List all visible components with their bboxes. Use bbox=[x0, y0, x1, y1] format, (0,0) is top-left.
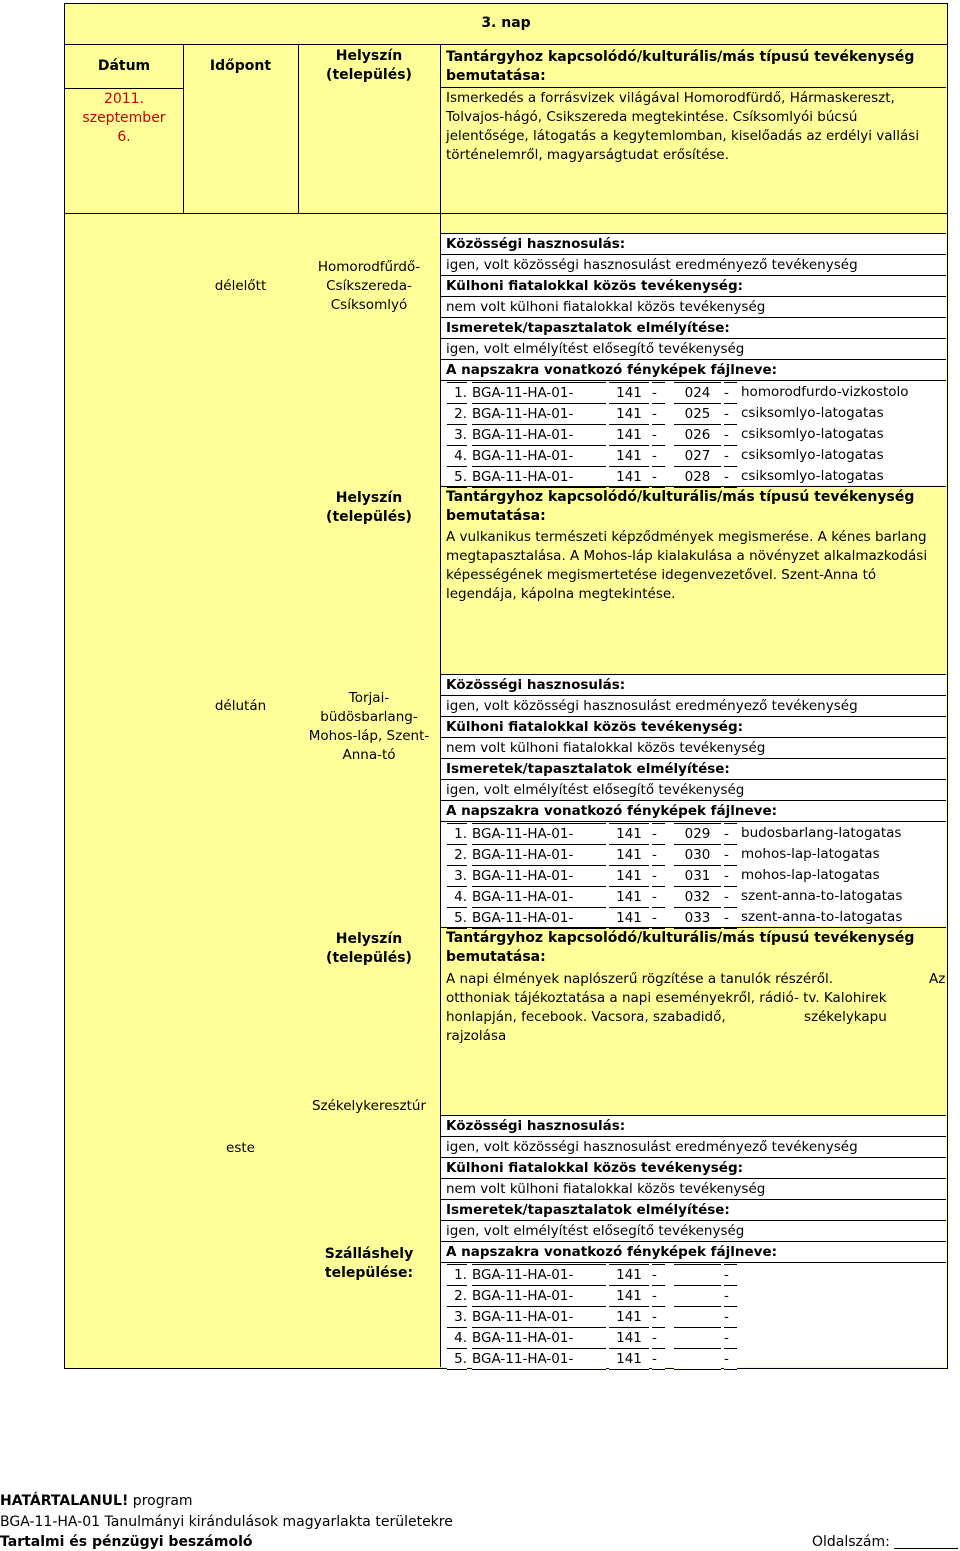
photo-filename: csiksomlyo-latogatas bbox=[741, 468, 884, 484]
intro-text: Ismerkedés a forrásvizek világával Homorodfürdő, Hármaskereszt, Tolvajos-hágó, Csikszereda megtekintése. Csíksomlyói búcsú jelentősége, látogatás a kegytemlomban, kiselőadás az erdélyi vallási történelemről, magyarságtudat erősítése. bbox=[446, 90, 920, 163]
photo-dash: - bbox=[652, 445, 665, 467]
photo-dash: - bbox=[652, 886, 665, 908]
photo-code: BGA-11-HA-01- bbox=[472, 1285, 606, 1307]
photo-number: 030 bbox=[674, 844, 721, 866]
ismeretek-value: igen, volt elmélyítést elősegítő tevékenység bbox=[446, 782, 745, 798]
photo-dash: - bbox=[724, 865, 737, 887]
kulhoni-label: Külhoni fiatalokkal közös tevékenység: bbox=[446, 278, 744, 294]
photo-dash: - bbox=[724, 1285, 737, 1307]
photo-number bbox=[674, 1348, 721, 1370]
photo-code: BGA-11-HA-01- bbox=[472, 1264, 606, 1286]
photo-number: 025 bbox=[674, 403, 721, 425]
header-tevekenyseg: Tantárgyhoz kapcsolódó/kulturális/más típusú tevékenység bemutatása: bbox=[446, 49, 915, 84]
photo-number bbox=[674, 1327, 721, 1349]
photo-group: 141 bbox=[609, 1264, 649, 1286]
photo-code: BGA-11-HA-01- bbox=[472, 466, 606, 488]
photo-dash: - bbox=[652, 382, 665, 404]
photo-index: 1. bbox=[447, 1264, 467, 1286]
delutan-text-2: otthoniak tájékoztatása a napi eseményekről, rádió- tv. Kalohirek bbox=[446, 990, 887, 1006]
photo-index: 1. bbox=[447, 382, 467, 404]
page-number-label: Oldalszám: bbox=[812, 1534, 890, 1550]
photo-group: 141 bbox=[609, 1327, 649, 1349]
kulhoni-label: Külhoni fiatalokkal közös tevékenység: bbox=[446, 719, 744, 735]
photo-code: BGA-11-HA-01- bbox=[472, 1348, 606, 1370]
photo-index: 5. bbox=[447, 1348, 467, 1370]
photo-dash: - bbox=[724, 1327, 737, 1349]
photo-dash: - bbox=[724, 823, 737, 845]
photo-index: 1. bbox=[447, 823, 467, 845]
photo-dash: - bbox=[724, 1264, 737, 1286]
photo-number: 031 bbox=[674, 865, 721, 887]
photo-index: 2. bbox=[447, 403, 467, 425]
helyszin-label-2: Helyszín (település) bbox=[326, 490, 412, 525]
photo-filename: szent-anna-to-latogatas bbox=[741, 909, 903, 925]
photo-dash: - bbox=[652, 1306, 665, 1328]
photo-code: BGA-11-HA-01- bbox=[472, 1327, 606, 1349]
photo-dash: - bbox=[724, 403, 737, 425]
photo-dash: - bbox=[724, 445, 737, 467]
helyszin-este: Székelykeresztúr bbox=[311, 1098, 427, 1114]
photo-dash: - bbox=[724, 844, 737, 866]
fenykepek-label: A napszakra vonatkozó fényképek fájlneve: bbox=[446, 1244, 778, 1260]
photo-dash: - bbox=[652, 424, 665, 446]
kozossegi-value: igen, volt közösségi hasznosulást eredményező tevékenység bbox=[446, 698, 858, 714]
photo-index: 4. bbox=[447, 886, 467, 908]
ismeretek-value: igen, volt elmélyítést elősegítő tevékenység bbox=[446, 1223, 745, 1239]
photo-group: 141 bbox=[609, 886, 649, 908]
photo-group: 141 bbox=[609, 823, 649, 845]
photo-code: BGA-11-HA-01- bbox=[472, 886, 606, 908]
photo-group: 141 bbox=[609, 844, 649, 866]
delutan-text-1: A napi élmények naplószerű rögzítése a tanulók részéről. bbox=[446, 971, 834, 987]
photo-group: 141 bbox=[609, 907, 649, 929]
header-helyszin: Helyszín (település) bbox=[326, 48, 412, 83]
photo-code: BGA-11-HA-01- bbox=[472, 445, 606, 467]
delutan-text-3b: székelykapu bbox=[804, 1009, 887, 1025]
photo-number bbox=[674, 1285, 721, 1307]
photo-code: BGA-11-HA-01- bbox=[472, 382, 606, 404]
photo-dash: - bbox=[652, 1348, 665, 1370]
footer-brand: HATÁRTALANUL! bbox=[0, 1493, 129, 1509]
photo-group: 141 bbox=[609, 424, 649, 446]
photo-group: 141 bbox=[609, 865, 649, 887]
photo-filename: csiksomlyo-latogatas bbox=[741, 405, 884, 421]
photo-dash: - bbox=[652, 865, 665, 887]
delutan-text-4: rajzolása bbox=[446, 1028, 507, 1044]
photo-dash: - bbox=[724, 1348, 737, 1370]
photo-code: BGA-11-HA-01- bbox=[472, 844, 606, 866]
photo-dash: - bbox=[652, 403, 665, 425]
header-datum: Dátum bbox=[97, 58, 151, 74]
kozossegi-value: igen, volt közösségi hasznosulást eredményező tevékenység bbox=[446, 1139, 858, 1155]
photo-filename: budosbarlang-latogatas bbox=[741, 825, 902, 841]
delutan-text-1b: Az bbox=[929, 971, 946, 987]
footer-program bbox=[0, 1492, 193, 1510]
tevekenyseg-label-2: Tantárgyhoz kapcsolódó/kulturális/más típusú tevékenység bemutatása: bbox=[446, 489, 915, 524]
szallashely-label: Szálláshely települése: bbox=[324, 1246, 414, 1281]
kulhoni-value: nem volt külhoni fiatalokkal közös tevékenység bbox=[446, 740, 766, 756]
ismeretek-value: igen, volt elmélyítést elősegítő tevékenység bbox=[446, 341, 745, 357]
footer-line2: BGA-11-HA-01 Tanulmányi kirándulások magyarlakta területekre bbox=[0, 1514, 453, 1530]
photo-index: 4. bbox=[447, 445, 467, 467]
photo-filename: mohos-lap-latogatas bbox=[741, 867, 880, 883]
photo-number: 033 bbox=[674, 907, 721, 929]
photo-filename bbox=[741, 1307, 946, 1326]
photo-index: 3. bbox=[447, 1306, 467, 1328]
photo-dash: - bbox=[652, 844, 665, 866]
photo-dash: - bbox=[724, 466, 737, 488]
photo-filename bbox=[741, 1286, 946, 1305]
helyszin-delelott: Homorodfűrdő- Csíkszereda- Csíksomlyó bbox=[317, 259, 421, 313]
photo-code: BGA-11-HA-01- bbox=[472, 403, 606, 425]
photo-filename: homorodfurdo-vizkostolo bbox=[741, 384, 909, 400]
delutan-text-3: honlapján, fecebook. Vacsora, szabadidő, bbox=[446, 1009, 726, 1025]
header-idopont: Időpont bbox=[209, 58, 272, 74]
day-title: 3. nap bbox=[481, 15, 531, 31]
idopont-este: este bbox=[226, 1140, 255, 1156]
helyszin-delutan: Torjai- büdösbarlang- Mohos-láp, Szent- Anna-tó bbox=[308, 690, 430, 763]
delelott-next-text: A vulkanikus természeti képződmények megismerése. A kénes barlang megtapasztalása. A Mohos-láp kialakulása a növényzet alkalmazkodási képességének megismertetése idegenvezetővel. Szent-Anna tó legendája, kápolna megtekintése. bbox=[446, 529, 928, 602]
photo-dash: - bbox=[724, 424, 737, 446]
photo-dash: - bbox=[724, 886, 737, 908]
photo-dash: - bbox=[724, 1306, 737, 1328]
idopont-delutan: délután bbox=[214, 698, 267, 714]
photo-group: 141 bbox=[609, 466, 649, 488]
photo-index: 5. bbox=[447, 907, 467, 929]
photo-number: 024 bbox=[674, 382, 721, 404]
kulhoni-value: nem volt külhoni fiatalokkal közös tevékenység bbox=[446, 1181, 766, 1197]
photo-code: BGA-11-HA-01- bbox=[472, 907, 606, 929]
footer-line3: Tartalmi és pénzügyi beszámoló bbox=[0, 1534, 253, 1550]
kozossegi-label: Közösségi hasznosulás: bbox=[446, 1118, 626, 1134]
photo-dash: - bbox=[652, 1327, 665, 1349]
photo-number: 026 bbox=[674, 424, 721, 446]
photo-code: BGA-11-HA-01- bbox=[472, 865, 606, 887]
photo-dash: - bbox=[724, 382, 737, 404]
fenykepek-label: A napszakra vonatkozó fényképek fájlneve: bbox=[446, 803, 778, 819]
photo-filename: mohos-lap-latogatas bbox=[741, 846, 880, 862]
fenykepek-label: A napszakra vonatkozó fényképek fájlneve: bbox=[446, 362, 778, 378]
page-number-field[interactable] bbox=[894, 1548, 958, 1549]
photo-filename: csiksomlyo-latogatas bbox=[741, 447, 884, 463]
photo-code: BGA-11-HA-01- bbox=[472, 1306, 606, 1328]
photo-group: 141 bbox=[609, 1306, 649, 1328]
photo-code: BGA-11-HA-01- bbox=[472, 424, 606, 446]
photo-index: 4. bbox=[447, 1327, 467, 1349]
photo-filename bbox=[741, 1328, 946, 1347]
photo-dash: - bbox=[652, 823, 665, 845]
photo-index: 3. bbox=[447, 865, 467, 887]
ismeretek-label: Ismeretek/tapasztalatok elmélyítése: bbox=[446, 761, 730, 777]
photo-filename bbox=[741, 1265, 946, 1284]
photo-index: 2. bbox=[447, 1285, 467, 1307]
tevekenyseg-label-3: Tantárgyhoz kapcsolódó/kulturális/más típusú tevékenység bemutatása: bbox=[446, 930, 915, 965]
photo-group: 141 bbox=[609, 1285, 649, 1307]
photo-filename: csiksomlyo-latogatas bbox=[741, 426, 884, 442]
photo-number: 032 bbox=[674, 886, 721, 908]
photo-dash: - bbox=[652, 907, 665, 929]
idopont-delelott: délelőtt bbox=[214, 278, 267, 294]
photo-group: 141 bbox=[609, 403, 649, 425]
photo-index: 3. bbox=[447, 424, 467, 446]
date-value: 2011. szeptember 6. bbox=[82, 91, 166, 145]
photo-index: 5. bbox=[447, 466, 467, 488]
photo-dash: - bbox=[724, 907, 737, 929]
photo-filename: szent-anna-to-latogatas bbox=[741, 888, 903, 904]
photo-group: 141 bbox=[609, 445, 649, 467]
photo-number: 027 bbox=[674, 445, 721, 467]
photo-group: 141 bbox=[609, 382, 649, 404]
kulhoni-value: nem volt külhoni fiatalokkal közös tevékenység bbox=[446, 299, 766, 315]
ismeretek-label: Ismeretek/tapasztalatok elmélyítése: bbox=[446, 1202, 730, 1218]
kozossegi-label: Közösségi hasznosulás: bbox=[446, 677, 626, 693]
photo-number: 028 bbox=[674, 466, 721, 488]
kulhoni-label: Külhoni fiatalokkal közös tevékenység: bbox=[446, 1160, 744, 1176]
photo-dash: - bbox=[652, 466, 665, 488]
photo-number bbox=[674, 1264, 721, 1286]
photo-number: 029 bbox=[674, 823, 721, 845]
kozossegi-label: Közösségi hasznosulás: bbox=[446, 236, 626, 252]
ismeretek-label: Ismeretek/tapasztalatok elmélyítése: bbox=[446, 320, 730, 336]
photo-dash: - bbox=[652, 1285, 665, 1307]
photo-number bbox=[674, 1306, 721, 1328]
photo-index: 2. bbox=[447, 844, 467, 866]
photo-dash: - bbox=[652, 1264, 665, 1286]
photo-group: 141 bbox=[609, 1348, 649, 1370]
kozossegi-value: igen, volt közösségi hasznosulást eredményező tevékenység bbox=[446, 257, 858, 273]
helyszin-label-3: Helyszín (település) bbox=[326, 931, 412, 966]
photo-code: BGA-11-HA-01- bbox=[472, 823, 606, 845]
photo-filename bbox=[741, 1349, 946, 1368]
footer-program-text: program bbox=[128, 1493, 193, 1509]
